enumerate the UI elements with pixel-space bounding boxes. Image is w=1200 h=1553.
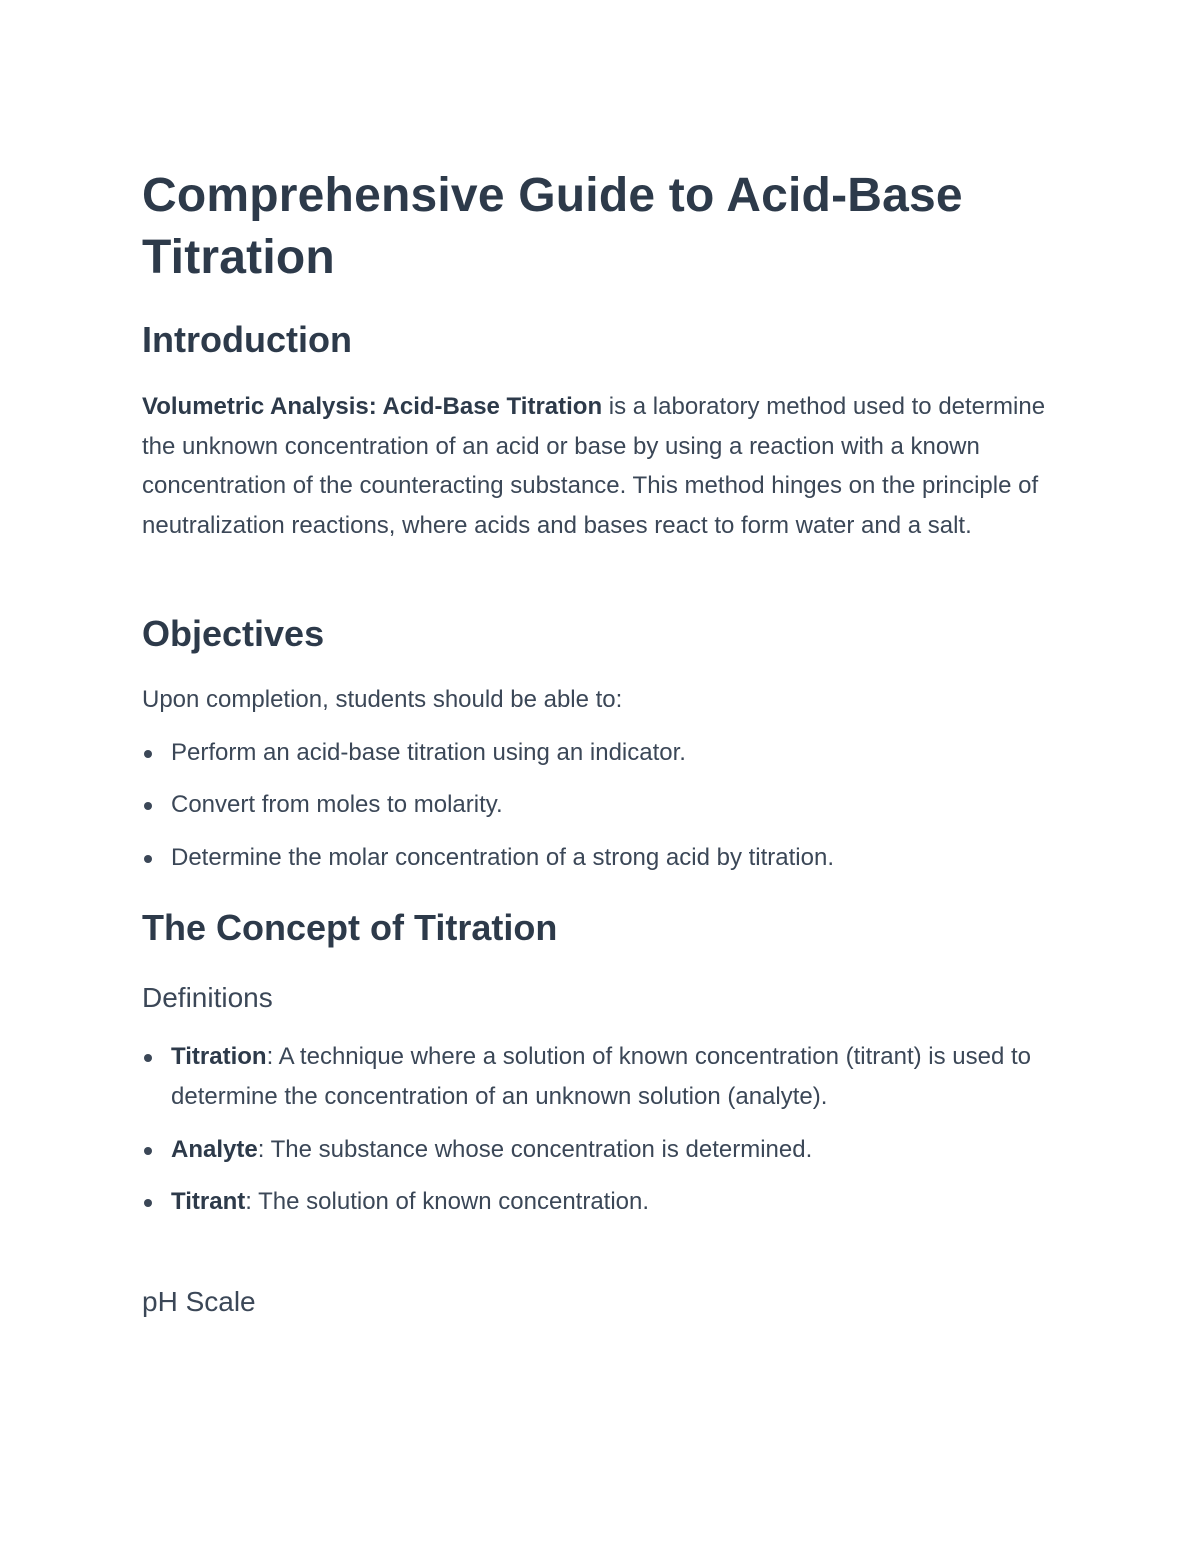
introduction-text: is a laboratory method used to determine the unknown concentration of an acid or base by using a reaction with a known concentration of the counteracting substance. This method hinges on the principle of neutralization reactions, where acids and bases react to form water and a salt. [142, 393, 1046, 539]
list-item [142, 838, 1062, 878]
list-item-text: Determine the molar concentration of a strong acid by titration. [171, 844, 834, 871]
bullet-icon [144, 855, 152, 863]
objectives-list [142, 733, 1062, 878]
bullet-icon [144, 1199, 152, 1207]
definition-term: Titrant [171, 1188, 246, 1215]
bullet-icon [144, 750, 152, 758]
definition-term: Titration [171, 1043, 267, 1070]
list-item [142, 1182, 1062, 1222]
definitions-list [142, 1037, 1062, 1222]
subsection-heading-ph-scale: pH Scale [142, 1286, 256, 1317]
definition-term: Analyte [171, 1136, 258, 1163]
list-item [142, 1037, 1062, 1117]
bullet-icon [144, 1147, 152, 1155]
section-heading-introduction: Introduction [142, 319, 352, 360]
section-heading-objectives: Objectives [142, 613, 325, 654]
list-item-text: Convert from moles to molarity. [171, 791, 503, 818]
bullet-icon [144, 1054, 152, 1062]
introduction-paragraph [142, 387, 1057, 545]
definition-text: : A technique where a solution of known concentration (titrant) is used to determine the concentration of an unknown solution (analyte). [171, 1043, 1032, 1110]
document-title: Comprehensive Guide to Acid-Base Titration [142, 169, 963, 284]
definition-text: : The substance whose concentration is determined. [257, 1136, 813, 1163]
objectives-lead: Upon completion, students should be able to: [142, 686, 623, 713]
definition-text: : The solution of known concentration. [245, 1188, 650, 1215]
section-heading-concept: The Concept of Titration [142, 907, 558, 948]
subsection-heading-definitions: Definitions [142, 982, 273, 1013]
bullet-icon [144, 802, 152, 810]
list-item-text: Perform an acid-base titration using an indicator. [171, 739, 686, 766]
list-item [142, 785, 1062, 825]
list-item [142, 1130, 1062, 1170]
introduction-term: Volumetric Analysis: Acid-Base Titration [142, 393, 603, 420]
list-item [142, 733, 1062, 773]
